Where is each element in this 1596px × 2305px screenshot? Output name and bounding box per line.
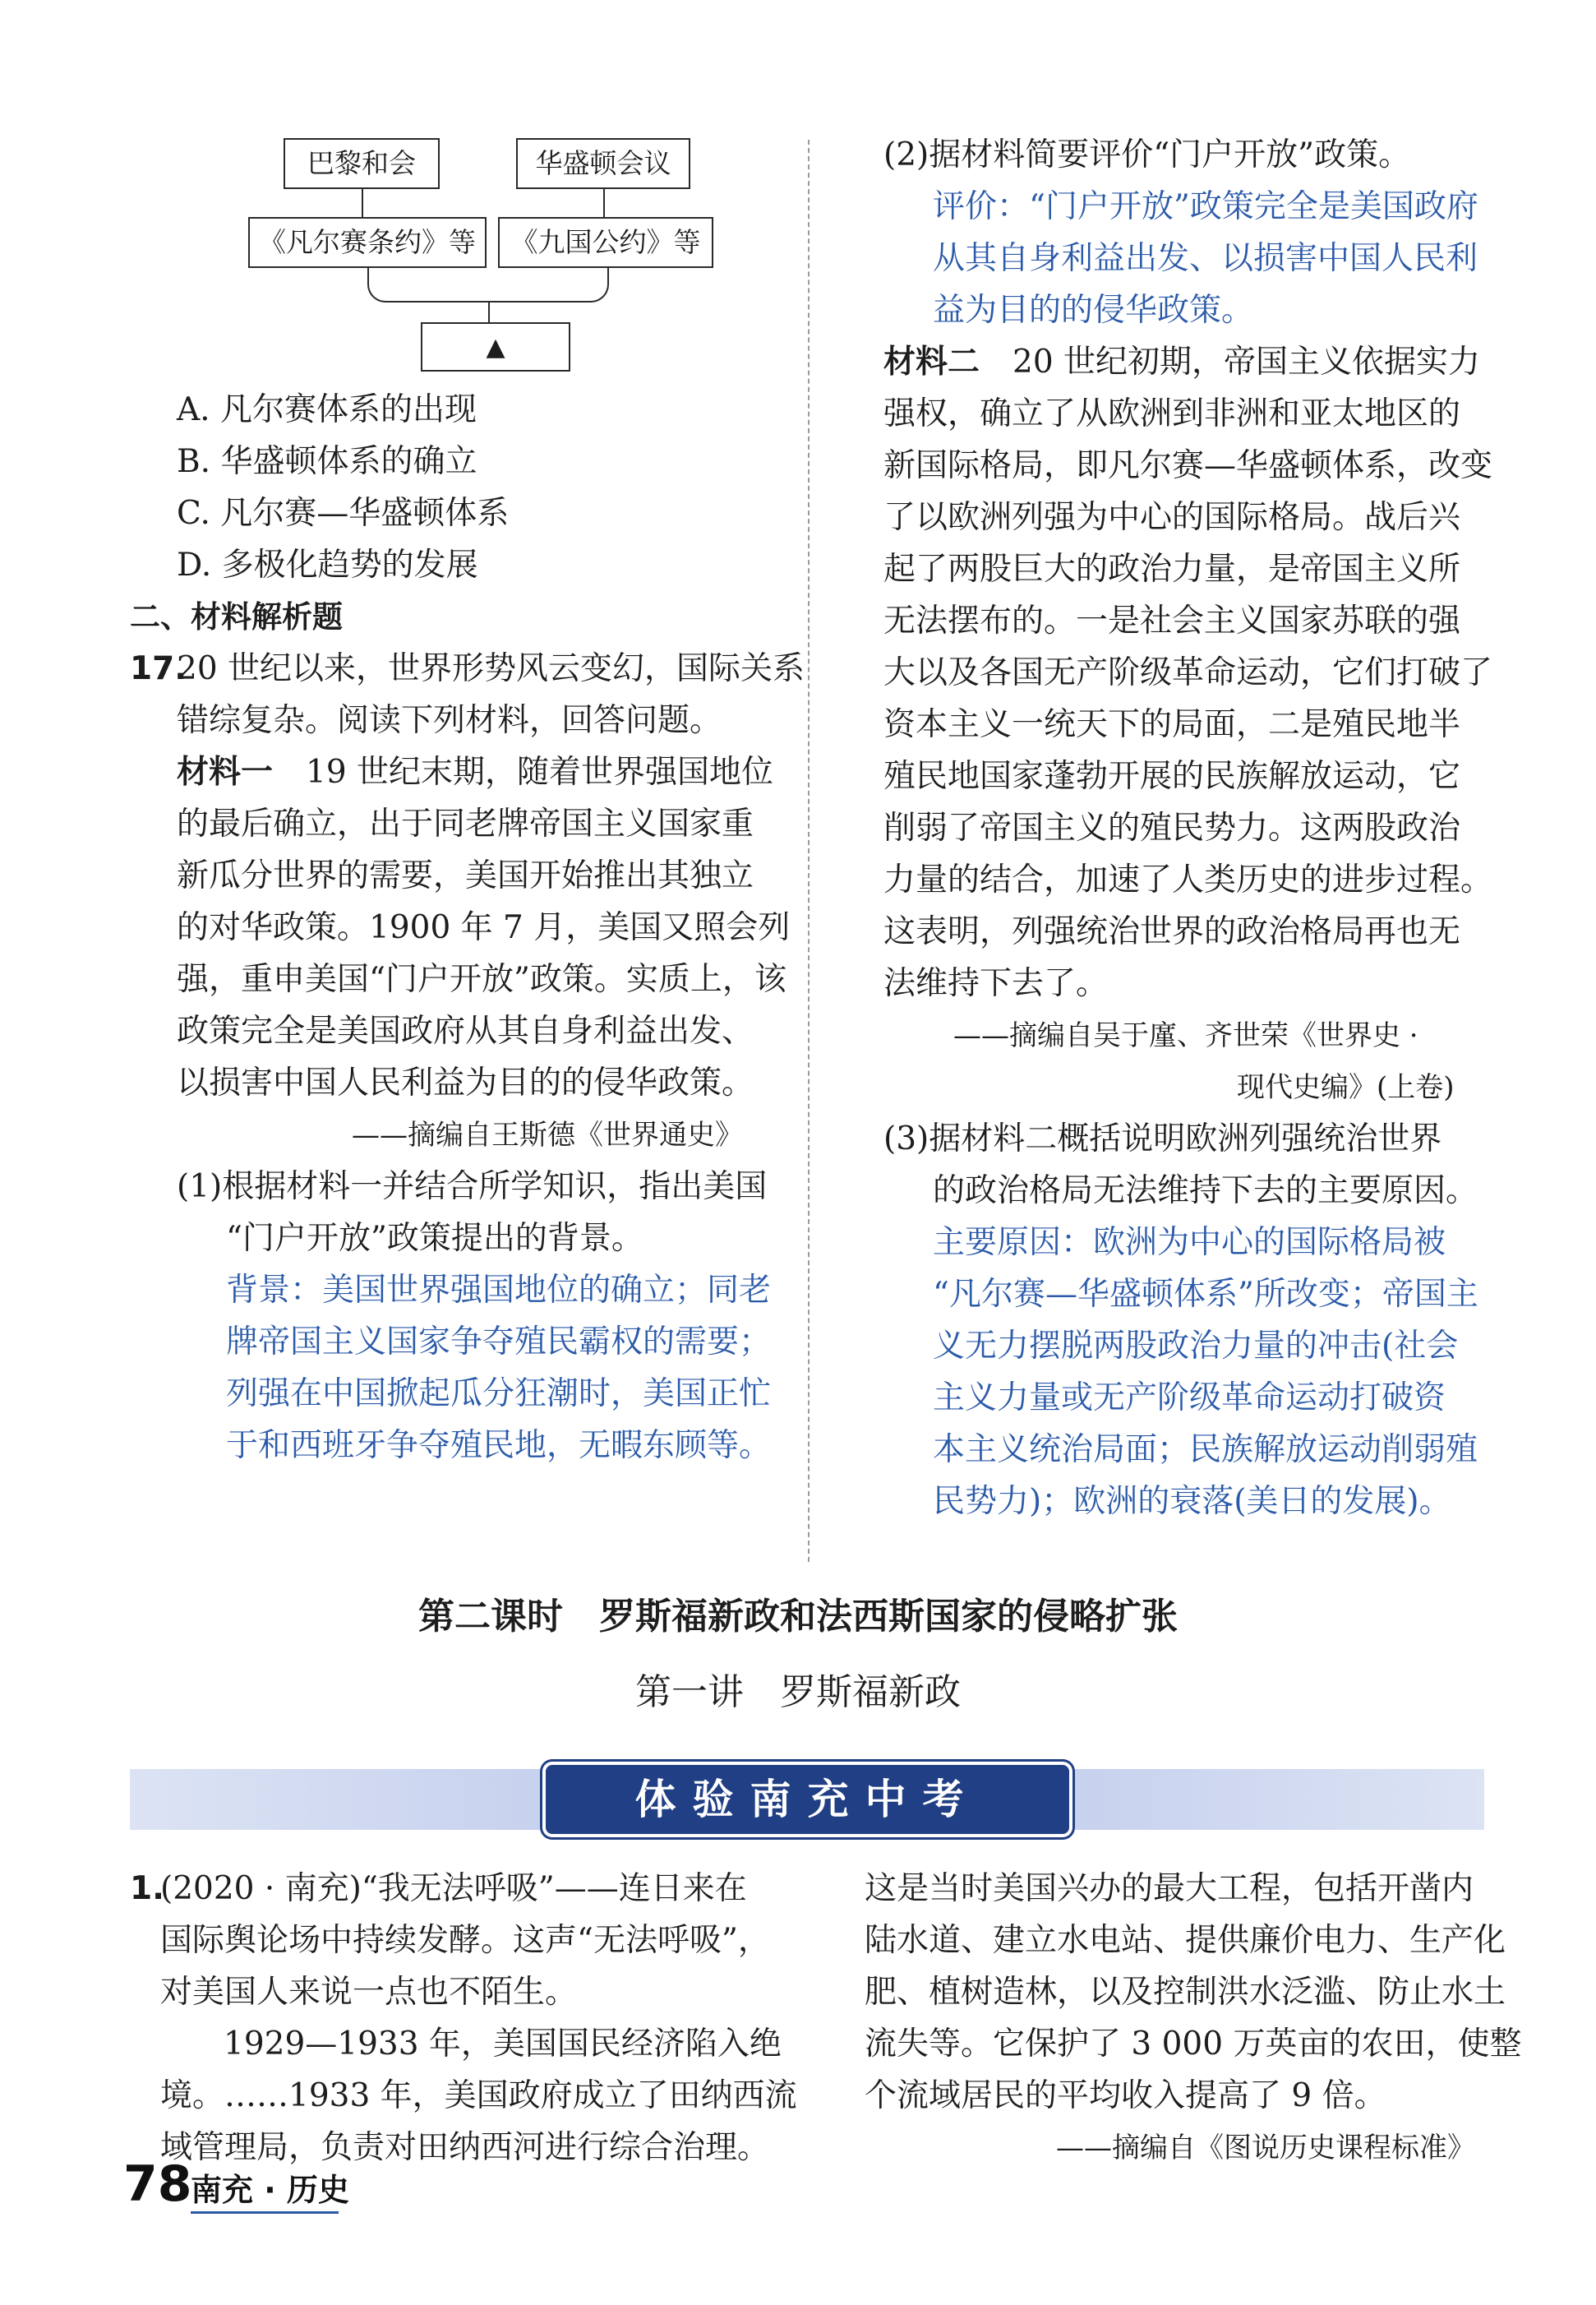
material-text: 削弱了帝国主义的殖民势力。这两股政治: [883, 810, 1461, 847]
material-source: ——摘编自《图说历史课程标准》: [1056, 2132, 1475, 2164]
material-text: 起了两股巨大的政治力量，是帝国主义所: [883, 551, 1461, 588]
diagram-connector: [603, 189, 605, 217]
footer-rule: [191, 2211, 339, 2214]
answer-text: 主义力量或无产阶级革命运动打破资: [933, 1379, 1446, 1416]
answer-text: 义无力摆脱两股政治力量的冲击(社会: [933, 1328, 1459, 1365]
sub-question: (1)根据材料一并结合所学知识，指出美国: [177, 1168, 768, 1205]
material-text: 这表明，列强统治世界的政治格局再也无: [883, 913, 1461, 950]
material-source: ——摘编自王斯德《世界通史》: [352, 1119, 743, 1152]
answer-text: 益为目的的侵华政策。: [933, 292, 1254, 329]
answer-text: 从其自身利益出发、以损害中国人民利: [933, 240, 1478, 277]
material-text: 19 世纪末期，随着世界强国地位: [306, 754, 774, 791]
material-text: 殖民地国家蓬勃开展的民族解放运动，它: [883, 758, 1461, 795]
material-text: 20 世纪初期，帝国主义依据实力: [1012, 344, 1481, 381]
material-text: 以损害中国人民利益为目的的侵华政策。: [177, 1065, 754, 1102]
question-text: 对美国人来说一点也不陌生。: [160, 1974, 578, 2011]
answer-text: 主要原因：欧洲为中心的国际格局被: [933, 1224, 1446, 1261]
answer-text: 民势力)；欧洲的衰落(美日的发展)。: [933, 1483, 1451, 1520]
answer-text: 背景：美国世界强国地位的确立；同老: [226, 1272, 772, 1309]
lesson-title: 第二课时 罗斯福新政和法西斯国家的侵略扩张: [418, 1596, 1178, 1638]
material-text: 法维持下去了。: [883, 965, 1109, 1002]
answer-text: 于和西班牙争夺殖民地，无暇东顾等。: [226, 1427, 772, 1464]
question-text: 境。……1933 年，美国政府成立了田纳西流: [160, 2077, 797, 2114]
question-text: 流失等。它保护了 3 000 万英亩的农田，使整: [865, 2026, 1522, 2062]
question-text: 1929—1933 年，美国国民经济陷入绝: [224, 2026, 782, 2062]
material-text: 的最后确立，出于同老牌帝国主义国家重: [177, 806, 754, 843]
question-text: 国际舆论场中持续发酵。这声“无法呼吸”，: [160, 1922, 770, 1959]
answer-text: 本主义统治局面；民族解放运动削弱殖: [933, 1431, 1478, 1468]
question-intro: 20 世纪以来，世界形势风云变幻，国际关系: [177, 650, 805, 687]
diagram-brace: [367, 268, 609, 303]
sub-question: (3)据材料二概括说明欧洲列强统治世界: [883, 1120, 1442, 1157]
diagram-box-nine-power-treaty: 《九国公约》等: [498, 217, 713, 268]
question-text: 个流域居民的平均收入提高了 9 倍。: [865, 2077, 1386, 2114]
question-number: 17.: [130, 650, 187, 687]
answer-text: “凡尔赛—华盛顿体系”所改变；帝国主: [933, 1276, 1478, 1313]
material-text: 新瓜分世界的需要，美国开始推出其独立: [177, 857, 754, 894]
material-text: 政策完全是美国政府从其自身利益出发、: [177, 1013, 754, 1050]
question-number: 1.: [130, 1870, 164, 1907]
lecture-title: 第一讲 罗斯福新政: [635, 1671, 961, 1713]
choice-option-d: D. 多极化趋势的发展: [177, 547, 478, 584]
answer-text: 评价：“门户开放”政策完全是美国政府: [933, 188, 1478, 225]
choice-option-b: B. 华盛顿体系的确立: [177, 443, 477, 480]
material-text: 的对华政策。1900 年 7 月，美国又照会列: [177, 909, 791, 946]
footer-title: 南充 · 历史: [191, 2172, 349, 2208]
diagram-box-answer-blank: ▲: [421, 322, 570, 372]
diagram-box-versailles-treaty: 《凡尔赛条约》等: [248, 217, 487, 268]
material-label: 材料二: [883, 344, 980, 381]
sub-question: “门户开放”政策提出的背景。: [226, 1220, 643, 1257]
material-text: 资本主义一统天下的局面，二是殖民地半: [883, 706, 1461, 743]
answer-text: 列强在中国掀起瓜分狂潮时，美国正忙: [226, 1375, 772, 1412]
section-title: 二、材料解析题: [130, 599, 343, 635]
material-text: 力量的结合，加速了人类历史的进步过程。: [883, 861, 1493, 898]
material-text: 了以欧洲列强为中心的国际格局。战后兴: [883, 499, 1461, 536]
material-text: 新国际格局，即凡尔赛—华盛顿体系，改变: [883, 447, 1493, 484]
question-text: 肥、植树造林，以及控制洪水泛滥、防止水土: [865, 1974, 1506, 2011]
question-text: 陆水道、建立水电站、提供廉价电力、生产化: [865, 1922, 1506, 1959]
choice-option-c: C. 凡尔赛—华盛顿体系: [177, 495, 510, 532]
material-source: 现代史编》(上卷): [1237, 1071, 1455, 1104]
diagram-connector: [362, 189, 363, 217]
question-text: 域管理局，负责对田纳西河进行综合治理。: [160, 2129, 770, 2166]
material-text: 强权，确立了从欧洲到非洲和亚太地区的: [883, 395, 1461, 432]
sub-question: 的政治格局无法维持下去的主要原因。: [933, 1172, 1478, 1209]
material-source: ——摘编自吴于廑、齐世荣《世界史 ·: [953, 1019, 1418, 1052]
material-text: 大以及各国无产阶级革命运动，它们打破了: [883, 654, 1493, 691]
diagram-connector: [488, 301, 490, 322]
material-text: 强，重申美国“门户开放”政策。实质上，该: [177, 961, 786, 998]
diagram-box-washington-conference: 华盛顿会议: [516, 138, 690, 189]
material-label: 材料一: [177, 754, 274, 791]
question-intro: 错综复杂。阅读下列材料，回答问题。: [177, 702, 722, 739]
question-text: (2020 · 南充)“我无法呼吸”——连日来在: [160, 1870, 747, 1907]
page-number: 78: [123, 2155, 192, 2213]
section-banner-label: 体验南充中考: [542, 1762, 1072, 1837]
material-text: 无法摆布的。一是社会主义国家苏联的强: [883, 603, 1461, 640]
choice-option-a: A. 凡尔赛体系的出现: [177, 391, 477, 428]
answer-text: 牌帝国主义国家争夺殖民霸权的需要；: [226, 1323, 772, 1360]
sub-question: (2)据材料简要评价“门户开放”政策。: [883, 136, 1411, 173]
diagram-box-paris-conference: 巴黎和会: [284, 138, 440, 189]
column-divider: [808, 140, 810, 1562]
question-text: 这是当时美国兴办的最大工程，包括开凿内: [865, 1870, 1474, 1907]
